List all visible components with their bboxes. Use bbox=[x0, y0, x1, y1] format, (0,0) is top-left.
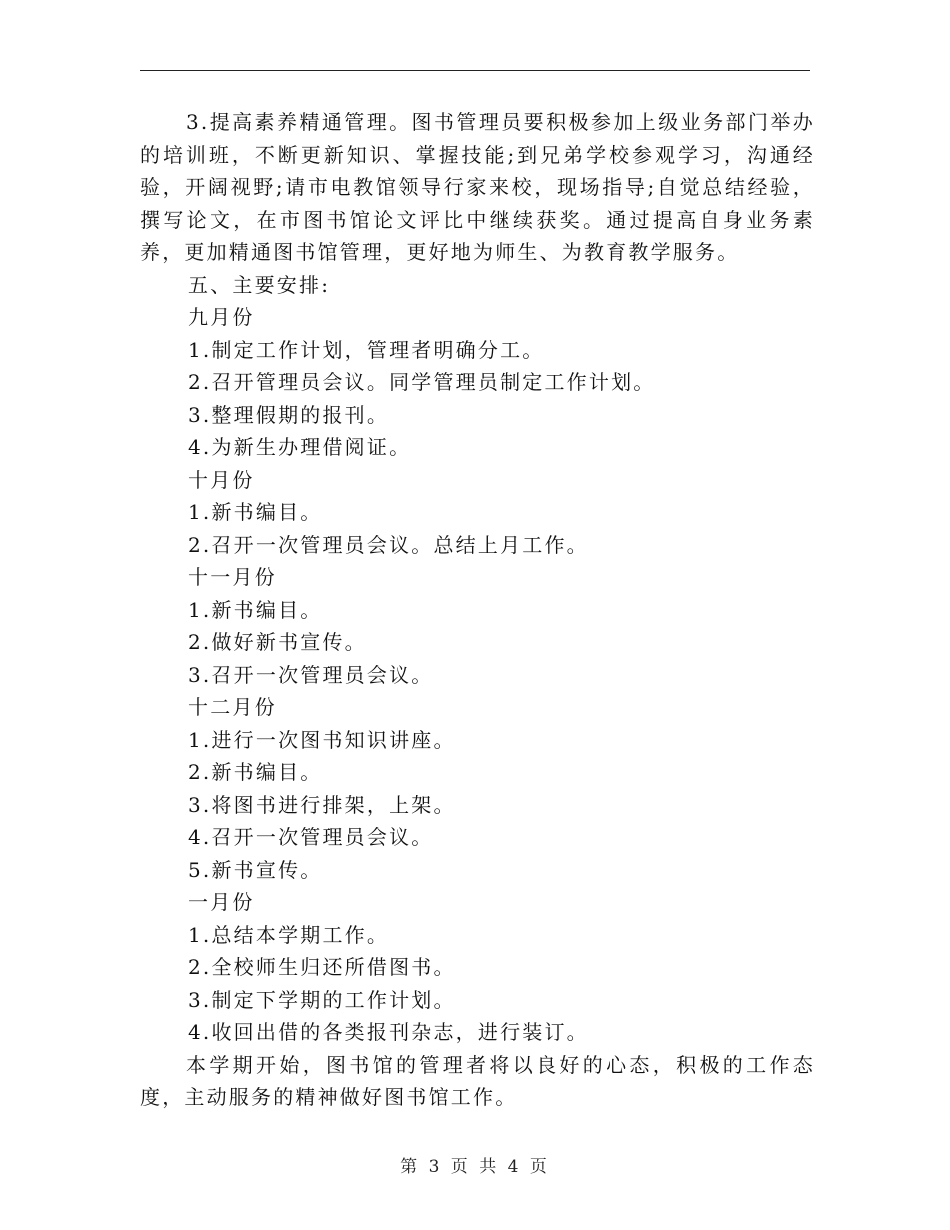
list-item: 2.做好新书宣传。 bbox=[188, 630, 367, 654]
list-item: 1.进行一次图书知识讲座。 bbox=[188, 727, 456, 752]
list-item: 3.将图书进行排架，上架。 bbox=[188, 792, 456, 817]
list-item: 4.为新生办理借阅证。 bbox=[188, 435, 412, 459]
closing-paragraph: 本学期开始，图书馆的管理者将以良好的心态，积极的工作态度，主动服务的精神做好图书馆工作。 bbox=[140, 1052, 815, 1109]
list-item: 2.召开管理员会议。同学管理员制定工作计划。 bbox=[188, 370, 656, 394]
list-item: 4.召开一次管理员会议。 bbox=[188, 825, 434, 849]
list-item: 2.召开一次管理员会议。总结上月工作。 bbox=[188, 532, 589, 557]
page-number: 第 3 页 共 4 页 bbox=[400, 1157, 550, 1177]
month-title: 十一月份 bbox=[188, 565, 277, 589]
month-title: 一月份 bbox=[188, 890, 255, 914]
list-item: 2.新书编目。 bbox=[188, 760, 323, 784]
list-item: 1.新书编目。 bbox=[188, 500, 323, 524]
list-item: 5.新书宣传。 bbox=[188, 857, 323, 882]
list-item: 3.整理假期的报刊。 bbox=[188, 402, 390, 427]
list-item: 3.召开一次管理员会议。 bbox=[188, 662, 434, 687]
header-rule bbox=[140, 70, 810, 71]
list-item: 1.新书编目。 bbox=[188, 597, 323, 622]
month-title: 十二月份 bbox=[188, 695, 277, 719]
document-body bbox=[140, 106, 815, 1114]
paragraph-improve-skills: 3.提高素养精通管理。图书管理员要积极参加上级业务部门举办的培训班，不断更新知识、掌握技能;到兄弟学校参观学习，沟通经验，开阔视野;请市电教馆领导行家来校，现场指导;自觉总结经验，撰写论文，在市图书馆论文评比中继续获奖。通过提高自身业务素养，更加精通图书馆管理，更好地为师生、为教育教学服务。 bbox=[140, 110, 815, 264]
list-item: 4.收回出借的各类报刊杂志，进行装订。 bbox=[188, 1020, 589, 1044]
month-title: 九月份 bbox=[188, 305, 255, 329]
list-item: 2.全校师生归还所借图书。 bbox=[188, 955, 456, 979]
list-item: 1.总结本学期工作。 bbox=[188, 922, 390, 947]
month-title: 十月份 bbox=[188, 467, 255, 492]
list-item: 3.制定下学期的工作计划。 bbox=[188, 987, 456, 1012]
section-heading: 五、主要安排: bbox=[188, 272, 331, 297]
list-item: 1.制定工作计划，管理者明确分工。 bbox=[188, 337, 545, 362]
